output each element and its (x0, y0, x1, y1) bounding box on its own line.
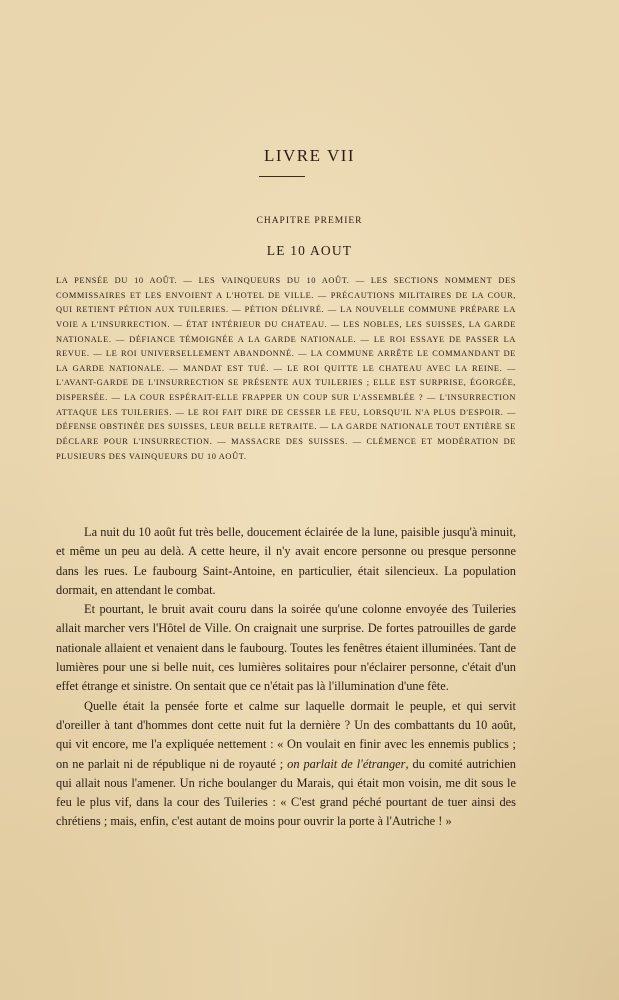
paragraph-text: Quelle était la pensée forte et calme sur laquelle dormait le peuple, et qui servit d'oreiller à tant d'hommes dont cette nuit fut la dernière ? Un des combattants du 10 août, qui vit encore, me l'a expliquée nettement : « On voulait en finir avec les ennemis publics ; on ne parlait ni de république ni de royauté ; (56, 698, 516, 771)
book-title: LIVRE VII (263, 146, 356, 165)
title-divider (259, 176, 305, 177)
chapter-body (56, 523, 516, 832)
paragraph (56, 697, 516, 832)
chapter-label: CHAPITRE PREMIER (256, 216, 363, 226)
paragraph: La nuit du 10 août fut très belle, doucement éclairée de la lune, paisible jusqu'à minuit, et même un peu au delà. A cette heure, il n'y avait encore personne ou presque personne dans les rues. Le faubourg Saint-Antoine, en particulier, était silencieux. La population dormait, en attendant le combat. (56, 525, 516, 597)
chapter-summary: LA PENSÉE DU 10 AOÛT. — LES VAINQUEURS DU 10 AOÛT. — LES SECTIONS NOMMENT DES COMMISSAIRES ET LES ENVOIENT A L'HOTEL DE VILLE. — PRÉCAUTIONS MILITAIRES DE LA COUR, QUI RETIENT PÉTION AUX TUILERIES. — PÉTION DÉLIVRÉ. — LA NOUVELLE COMMUNE PRÉPARE LA VOIE A L'INSURRECTION. — ÉTAT INTÉRIEUR DU CHATEAU. — LES NOBLES, LES SUISSES, LA GARDE NATIONALE. — DÉFIANCE TÉMOIGNÉE A LA GARDE NATIONALE. — LE ROI ESSAYE DE PASSER LA REVUE. — LE ROI UNIVERSELLEMENT ABANDONNÉ. — LA COMMUNE ARRÊTE LE COMMANDANT DE LA GARDE NATIONALE. — MANDAT EST TUÉ. — LE ROI QUITTE LE CHATEAU AVEC LA REINE. — L'AVANT-GARDE DE L'INSURRECTION SE PRÉSENTE AUX TUILERIES ; ELLE EST SURPRISE, ÉGORGÉE, DISPERSÉE. — LA COUR ESPÉRAIT-ELLE FRAPPER UN COUP SUR L'ASSEMBLÉE ? — L'INSURRECTION ATTAQUE LES TUILERIES. — LE ROI FAIT DIRE DE CESSER LE FEU, LORSQU'IL N'A PLUS D'ESPOIR. — DÉFENSE OBSTINÉE DES SUISSES, LEUR BELLE RETRAITE. — LA GARDE NATIONALE TOUT ENTIÈRE SE DÉCLARE POUR L'INSURRECTION. — MASSACRE DES SUISSES. — CLÉMENCE ET MODÉRATION DE PLUSIEURS DES VAINQUEURS DU 10 AOÛT. (56, 276, 516, 461)
paragraph-text: , du comité autrichien qui allait nous l'amener. Un riche boulanger du Marais, qui était mon voisin, me dit sous le feu le plus vif, dans la cour des Tuileries : « C'est grand péché pourtant de tuer ainsi des chrétiens ; mais, enfin, c'est autant de moins pour ouvrir la porte à l'Autriche ! » (56, 756, 516, 829)
emphasized-phrase: on parlait de l'étranger (287, 756, 406, 771)
paragraph: Et pourtant, le bruit avait couru dans la soirée qu'une colonne envoyée des Tuileries allait marcher vers l'Hôtel de Ville. On craignait une surprise. De fortes patrouilles de garde nationale allaient et venaient dans le faubourg. Toutes les fenêtres étaient illuminées. Tant de lumières pour une si belle nuit, ces lumières solitaires pour n'éclairer personne, c'était d'un effet étrange et sinistre. On sentait que ce n'était pas là l'illumination d'une fête. (56, 602, 516, 694)
chapter-title: LE 10 AOUT (266, 243, 353, 258)
